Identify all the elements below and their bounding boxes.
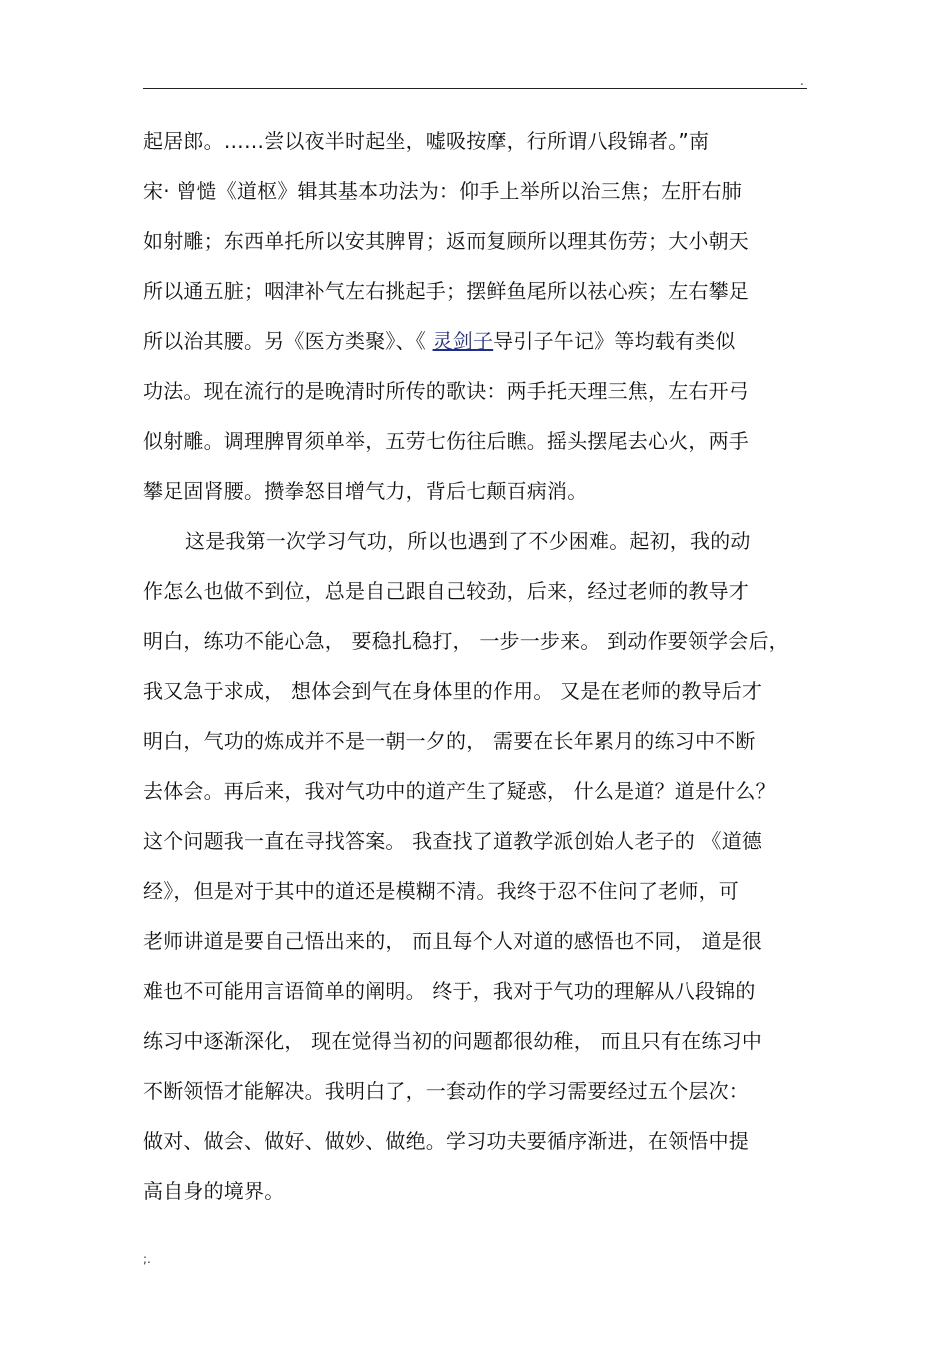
- text-line: 功法。现在流行的是晚清时所传的歌诀：两手托天理三焦，左右开弓: [143, 379, 749, 403]
- text-line: 明白，气功的炼成并不是一朝一夕的， 需要在长年累月的练习中不断: [143, 729, 756, 753]
- header-rule: [143, 88, 807, 89]
- text-line: 难也不可能用言语简单的阐明。 终于，我对于气功的理解从八段锦的: [143, 979, 756, 1003]
- paragraph-1: [143, 116, 813, 516]
- header-mark: .: [800, 74, 804, 88]
- text-line: 练习中逐渐深化， 现在觉得当初的问题都很幼稚， 而且只有在练习中: [143, 1029, 763, 1053]
- text-line: 高自身的境界。: [143, 1179, 285, 1203]
- text-line: 攀足固肾腰。攒拳怒目增气力，背后七颠百病消。: [143, 479, 588, 503]
- text-segment: 所以治其腰。另《医方类聚》、《: [143, 329, 433, 353]
- text-line: 宋· 曾慥《道枢》辑其基本功法为：仰手上举所以治三焦；左肝右肺: [143, 179, 742, 203]
- text-line: 我又急于求成， 想体会到气在身体里的作用。 又是在老师的教导后才: [143, 679, 763, 703]
- text-line: 作怎么也做不到位，总是自己跟自己较劲，后来，经过老师的教导才: [143, 579, 749, 603]
- text-segment: 导引子午记》等均载有类似: [493, 329, 736, 353]
- paragraph-2: [143, 516, 813, 1216]
- text-line: 老师讲道是要自己悟出来的， 而且每个人对道的感悟也不同， 道是很: [143, 929, 763, 953]
- lingjianzi-link[interactable]: 灵剑子: [432, 329, 494, 353]
- text-line: 这是我第一次学习气功，所以也遇到了不少困难。起初，我的动: [185, 529, 751, 553]
- text-line: 这个问题我一直在寻找答案。 我查找了道教学派创始人老子的 《道德: [143, 829, 763, 853]
- text-line: 去体会。再后来，我对气功中的道产生了疑惑， 什么是道？道是什么？: [143, 779, 776, 803]
- text-line: 做对、做会、做好、做妙、做绝。学习功夫要循序渐进，在领悟中提: [143, 1129, 749, 1153]
- text-line: 经》，但是对于其中的道还是模糊不清。我终于忍不住问了老师，可: [143, 879, 739, 903]
- text-line: [143, 316, 813, 366]
- text-line: 起居郎。……尝以夜半时起坐，嘘吸按摩，行所谓八段锦者。”南: [143, 129, 710, 153]
- text-line: 似射雕。调理脾胃须单举，五劳七伤往后瞧。摇头摆尾去心火，两手: [143, 429, 749, 453]
- text-line: 所以通五脏；咽津补气左右挑起手；摆鲜鱼尾所以祛心疾；左右攀足: [143, 279, 749, 303]
- text-line: 不断领悟才能解决。我明白了，一套动作的学习需要经过五个层次：: [143, 1079, 749, 1103]
- text-line: 如射雕；东西单托所以安其脾胃；返而复顾所以理其伤劳；大小朝天: [143, 229, 749, 253]
- footer-mark: ;.: [143, 1252, 151, 1266]
- text-line: 明白，练功不能心急， 要稳扎稳打， 一步一步来。 到动作要领学会后，: [143, 629, 789, 653]
- body-text: [143, 116, 813, 1216]
